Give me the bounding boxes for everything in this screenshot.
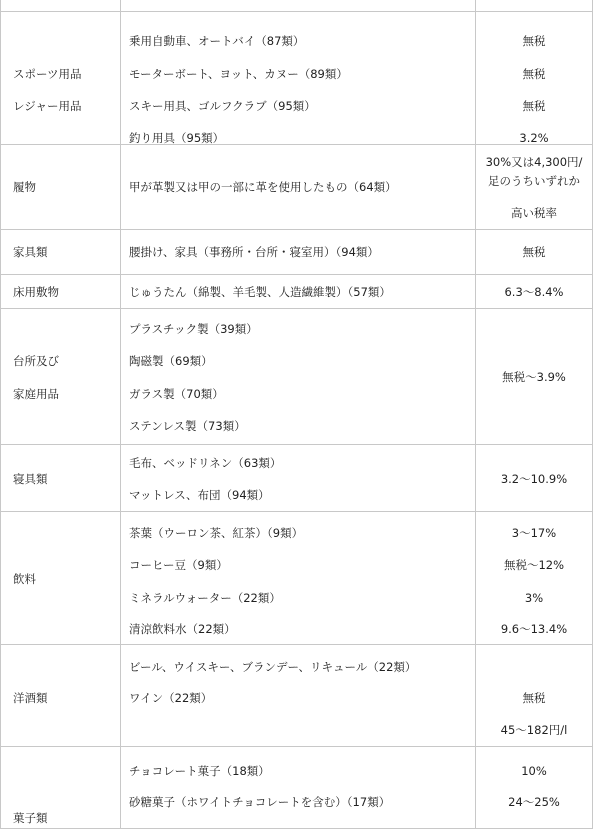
rate-text: 3.2% (519, 131, 549, 145)
category-label: レジャー用品 (13, 99, 82, 113)
rate-text: 無税～12% (503, 558, 565, 572)
item-text: 茶葉（ウーロン茶、紅茶）（9類） (129, 526, 304, 540)
rate-text: 9.6～13.4% (500, 622, 568, 636)
table-row (0, 512, 593, 645)
category-cell (0, 512, 121, 644)
rate-text: 10% (521, 764, 547, 778)
rate-text: 30%又は4,300円/ (485, 155, 583, 169)
items-cell (121, 445, 476, 511)
category-label: 洋酒類 (13, 691, 48, 705)
item-text: コーヒー豆（9類） (129, 558, 228, 572)
rate-cell (476, 12, 593, 144)
item-text: 腰掛け、家具（事務所・台所・寝室用）（94類） (129, 245, 379, 259)
items-cell (121, 512, 476, 644)
top-stub-row (0, 0, 593, 12)
rate-text: 無税～3.9% (502, 370, 566, 384)
table-row (0, 445, 593, 512)
item-text: 陶磁製（69類） (129, 354, 213, 368)
items-cell (121, 645, 476, 746)
rate-text: 無税 (522, 245, 546, 259)
item-text: ミネラルウォーター（22類） (129, 591, 281, 605)
rate-text: 無税 (522, 34, 546, 48)
category-cell (0, 309, 121, 444)
rate-cell (476, 512, 593, 644)
table-row (0, 645, 593, 747)
category-cell (0, 275, 121, 308)
rate-text: 6.3～8.4% (504, 285, 564, 299)
rate-text: 3% (524, 591, 544, 605)
rate-cell (476, 145, 593, 229)
item-text: チョコレート菓子（18類） (129, 764, 270, 778)
category-label: スポーツ用品 (13, 67, 82, 81)
items-cell (121, 747, 476, 828)
category-cell (0, 747, 121, 828)
rate-text: 足のうちいずれか (488, 174, 580, 188)
rate-cell (476, 230, 593, 274)
rate-text: 3～17% (511, 526, 557, 540)
table-row (0, 309, 593, 445)
category-cell (0, 230, 121, 274)
category-cell (0, 645, 121, 746)
category-label: 寝具類 (13, 472, 48, 486)
rate-text: 無税 (522, 99, 546, 113)
item-text: マットレス、布団（94類） (129, 488, 270, 502)
table-row (0, 275, 593, 309)
category-cell (0, 0, 121, 11)
category-label: 菓子類 (13, 811, 48, 825)
category-label: 台所及び (13, 354, 59, 368)
rate-cell (476, 747, 593, 828)
category-cell (0, 145, 121, 229)
item-text: ステンレス製（73類） (129, 419, 246, 433)
category-label: 床用敷物 (13, 285, 59, 299)
items-cell (121, 275, 476, 308)
item-text: 毛布、ベッドリネン（63類） (129, 456, 282, 470)
table-row (0, 747, 593, 829)
rate-cell (476, 445, 593, 511)
item-text: じゅうたん（綿製、羊毛製、人造繊維製）（57類） (129, 285, 391, 299)
rate-text: 無税 (522, 691, 546, 705)
item-text: 清涼飲料水（22類） (129, 622, 236, 636)
item-text: 釣り用具（95類） (129, 131, 225, 145)
rate-text: 3.2～10.9% (500, 472, 568, 486)
item-text: 甲が革製又は甲の一部に革を使用したもの（64類） (129, 180, 397, 194)
category-label: 飲料 (13, 572, 36, 586)
rate-text: 45～182円/l (500, 723, 568, 737)
item-text: プラスチック製（39類） (129, 322, 258, 336)
rate-cell (476, 0, 593, 11)
items-cell (121, 0, 476, 11)
category-label: 家具類 (13, 245, 48, 259)
rate-cell (476, 275, 593, 308)
items-cell (121, 12, 476, 144)
rate-text: 高い税率 (511, 206, 557, 220)
items-cell (121, 230, 476, 274)
item-text: モーターボート、ヨット、カヌー（89類） (129, 67, 348, 81)
table-row (0, 12, 593, 145)
rate-text: 24～25% (508, 795, 560, 809)
item-text: スキー用具、ゴルフクラブ（95類） (129, 99, 316, 113)
item-text: 砂糖菓子（ホワイトチョコレートを含む）（17類） (129, 795, 391, 809)
rate-cell (476, 309, 593, 444)
rate-text: 無税 (522, 67, 546, 81)
item-text: ワイン（22類） (129, 691, 213, 705)
category-label: 履物 (13, 180, 36, 194)
item-text: ガラス製（70類） (129, 387, 224, 401)
category-cell (0, 445, 121, 511)
item-text: 乗用自動車、オートバイ（87類） (129, 34, 305, 48)
items-cell (121, 309, 476, 444)
table-row (0, 145, 593, 230)
table-row (0, 230, 593, 275)
rate-cell (476, 645, 593, 746)
items-cell (121, 145, 476, 229)
category-label: 家庭用品 (13, 387, 59, 401)
category-cell (0, 12, 121, 144)
item-text: ビール、ウイスキー、ブランデー、リキュール（22類） (129, 660, 417, 674)
